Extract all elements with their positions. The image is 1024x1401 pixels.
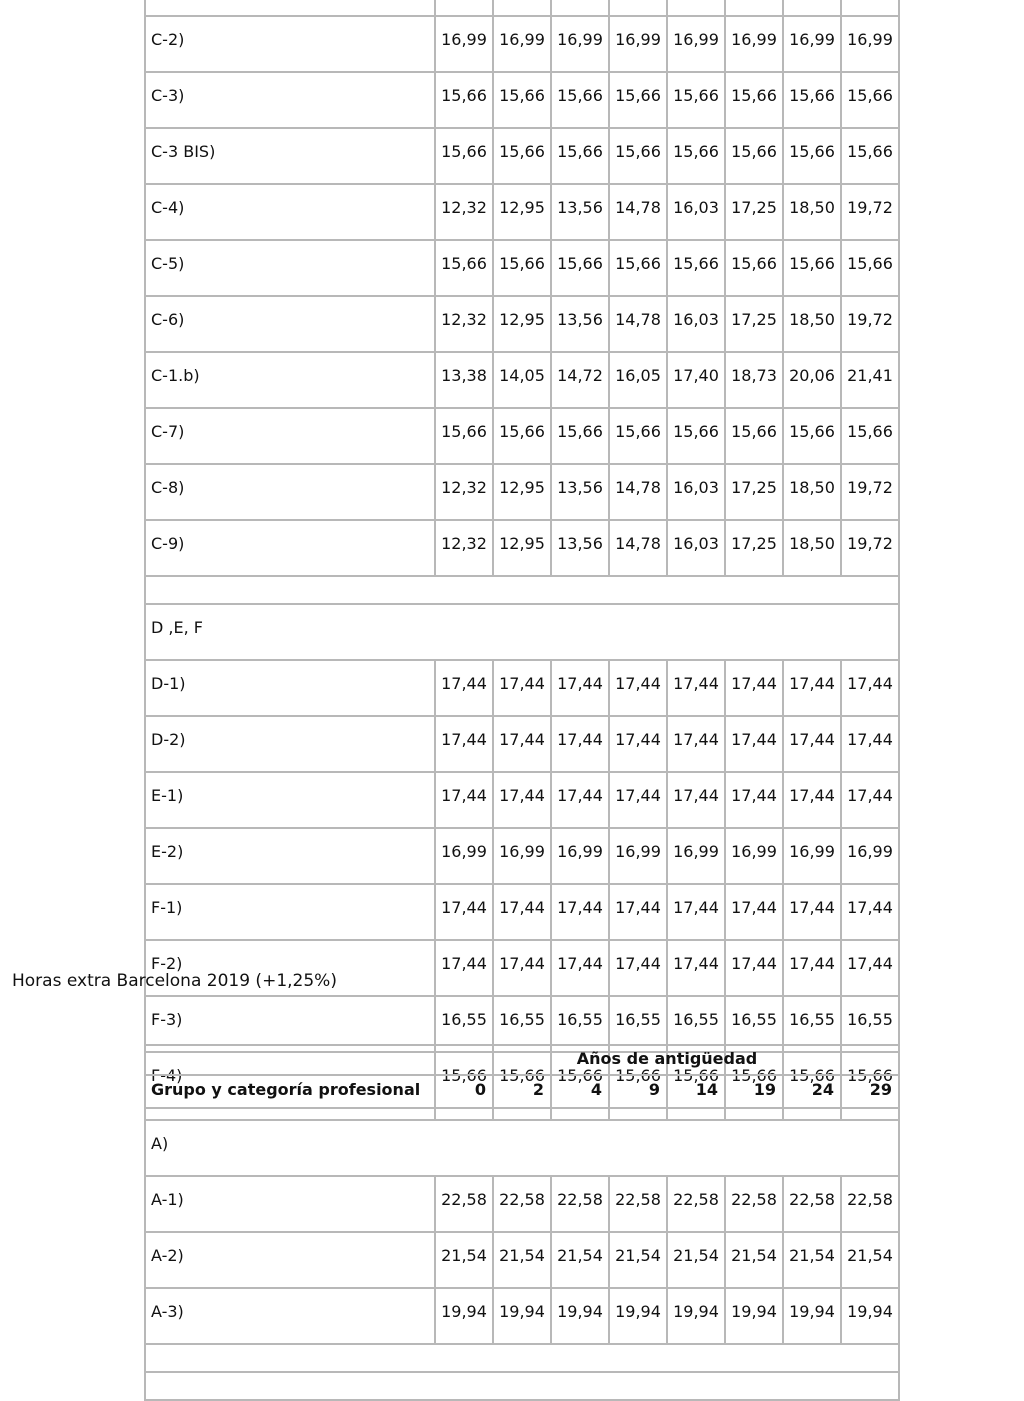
row-label: C-4) — [145, 184, 435, 240]
row-label: C-1.b) — [145, 352, 435, 408]
value-cell: 15,66 — [493, 408, 551, 464]
value-cell: 17,44 — [841, 660, 899, 716]
row-label: C-5) — [145, 240, 435, 296]
value-cell: 17,44 — [783, 772, 841, 828]
value-cell: 17,44 — [493, 772, 551, 828]
group-row — [145, 1120, 899, 1176]
table-row — [145, 184, 899, 240]
cropped-cell — [493, 0, 551, 16]
value-cell: 15,66 — [667, 72, 725, 128]
value-cell: 16,55 — [783, 996, 841, 1052]
value-cell: 12,95 — [493, 296, 551, 352]
hours-table-continued — [144, 0, 900, 1109]
table-row — [145, 772, 899, 828]
header-year-24: 24 — [783, 1075, 841, 1120]
value-cell: 15,66 — [609, 72, 667, 128]
value-cell: 16,03 — [667, 464, 725, 520]
spacer-cell — [145, 1344, 899, 1372]
value-cell: 17,44 — [667, 940, 725, 996]
spacer-row — [145, 1372, 899, 1400]
value-cell: 19,94 — [783, 1288, 841, 1344]
value-cell: 19,72 — [841, 520, 899, 576]
value-cell: 16,55 — [551, 996, 609, 1052]
value-cell: 15,66 — [783, 72, 841, 128]
value-cell: 15,66 — [435, 128, 493, 184]
value-cell: 22,58 — [435, 1176, 493, 1232]
value-cell: 19,94 — [435, 1288, 493, 1344]
value-cell: 13,56 — [551, 184, 609, 240]
row-label: A-2) — [145, 1232, 435, 1288]
cropped-cell — [841, 0, 899, 16]
value-cell: 17,44 — [609, 772, 667, 828]
row-label: E-1) — [145, 772, 435, 828]
cropped-cell — [145, 0, 435, 16]
spacer-row — [145, 1344, 899, 1372]
value-cell: 12,32 — [435, 184, 493, 240]
value-cell: 15,66 — [783, 1052, 841, 1108]
header-year-14: 14 — [667, 1075, 725, 1120]
row-label: A-1) — [145, 1176, 435, 1232]
cropped-cell — [725, 0, 783, 16]
table-row — [145, 16, 899, 72]
value-cell: 16,99 — [493, 828, 551, 884]
value-cell: 15,66 — [667, 1052, 725, 1108]
value-cell: 15,66 — [667, 240, 725, 296]
value-cell: 12,32 — [435, 520, 493, 576]
value-cell: 17,44 — [609, 716, 667, 772]
value-cell: 13,56 — [551, 464, 609, 520]
value-cell: 16,03 — [667, 184, 725, 240]
row-label: C-9) — [145, 520, 435, 576]
value-cell: 15,66 — [609, 128, 667, 184]
value-cell: 21,54 — [783, 1232, 841, 1288]
row-label: C-3) — [145, 72, 435, 128]
value-cell: 13,38 — [435, 352, 493, 408]
value-cell: 16,99 — [841, 828, 899, 884]
value-cell: 15,66 — [609, 240, 667, 296]
value-cell: 17,44 — [493, 940, 551, 996]
value-cell: 18,50 — [783, 520, 841, 576]
value-cell: 17,44 — [667, 716, 725, 772]
table-row — [145, 884, 899, 940]
table-row — [145, 828, 899, 884]
value-cell: 17,44 — [493, 884, 551, 940]
value-cell: 15,66 — [435, 72, 493, 128]
value-cell: 20,06 — [783, 352, 841, 408]
value-cell: 22,58 — [783, 1176, 841, 1232]
row-label: F-2) — [145, 940, 435, 996]
value-cell: 12,32 — [435, 296, 493, 352]
value-cell: 15,66 — [783, 240, 841, 296]
table-row — [145, 1288, 899, 1344]
value-cell: 17,44 — [551, 884, 609, 940]
row-label: C-2) — [145, 16, 435, 72]
value-cell: 17,44 — [667, 660, 725, 716]
value-cell: 15,66 — [725, 72, 783, 128]
value-cell: 19,94 — [609, 1288, 667, 1344]
value-cell: 17,44 — [841, 772, 899, 828]
overtime-barcelona-2019-table — [144, 1044, 900, 1401]
row-label: C-6) — [145, 296, 435, 352]
cropped-cell — [435, 0, 493, 16]
header-year-9: 9 — [609, 1075, 667, 1120]
value-cell: 17,44 — [841, 716, 899, 772]
value-cell: 14,78 — [609, 184, 667, 240]
value-cell: 17,40 — [667, 352, 725, 408]
value-cell: 22,58 — [609, 1176, 667, 1232]
value-cell: 16,99 — [667, 828, 725, 884]
value-cell: 16,03 — [667, 296, 725, 352]
header-empty-cell — [145, 1045, 435, 1075]
cropped-cell — [783, 0, 841, 16]
table-row — [145, 716, 899, 772]
value-cell: 17,25 — [725, 464, 783, 520]
value-cell: 15,66 — [609, 408, 667, 464]
row-label: C-8) — [145, 464, 435, 520]
value-cell: 15,66 — [435, 1052, 493, 1108]
value-cell: 16,99 — [551, 828, 609, 884]
value-cell: 22,58 — [725, 1176, 783, 1232]
value-cell: 17,44 — [667, 772, 725, 828]
value-cell: 22,58 — [493, 1176, 551, 1232]
value-cell: 16,99 — [551, 16, 609, 72]
table-header-row — [145, 1075, 899, 1120]
cropped-cell — [667, 0, 725, 16]
value-cell: 19,72 — [841, 464, 899, 520]
value-cell: 15,66 — [493, 72, 551, 128]
value-cell: 21,54 — [841, 1232, 899, 1288]
value-cell: 12,95 — [493, 464, 551, 520]
value-cell: 17,44 — [435, 660, 493, 716]
value-cell: 17,44 — [609, 940, 667, 996]
value-cell: 15,66 — [841, 408, 899, 464]
spacer-cell — [145, 1372, 899, 1400]
value-cell: 12,95 — [493, 520, 551, 576]
value-cell: 19,72 — [841, 296, 899, 352]
table-row — [145, 352, 899, 408]
group-label: D ,E, F — [145, 604, 899, 660]
value-cell: 17,44 — [841, 884, 899, 940]
value-cell: 17,44 — [725, 940, 783, 996]
table-row — [145, 240, 899, 296]
value-cell: 15,66 — [667, 408, 725, 464]
value-cell: 19,94 — [667, 1288, 725, 1344]
value-cell: 17,44 — [667, 884, 725, 940]
value-cell: 17,44 — [435, 940, 493, 996]
value-cell: 15,66 — [551, 72, 609, 128]
value-cell: 16,99 — [435, 828, 493, 884]
value-cell: 15,66 — [725, 1052, 783, 1108]
value-cell: 16,55 — [435, 996, 493, 1052]
value-cell: 16,55 — [841, 996, 899, 1052]
table-header-row — [145, 1045, 899, 1075]
value-cell: 15,66 — [435, 408, 493, 464]
spacer-row — [145, 576, 899, 604]
value-cell: 15,66 — [783, 128, 841, 184]
value-cell: 16,99 — [725, 828, 783, 884]
value-cell: 15,66 — [841, 128, 899, 184]
value-cell: 19,94 — [725, 1288, 783, 1344]
value-cell: 16,99 — [435, 16, 493, 72]
value-cell: 22,58 — [667, 1176, 725, 1232]
value-cell: 17,44 — [551, 940, 609, 996]
value-cell: 16,05 — [609, 352, 667, 408]
value-cell: 15,66 — [551, 408, 609, 464]
value-cell: 13,56 — [551, 520, 609, 576]
row-label: F-3) — [145, 996, 435, 1052]
spacer-cell — [145, 576, 899, 604]
value-cell: 18,50 — [783, 296, 841, 352]
group-row — [145, 604, 899, 660]
value-cell: 15,66 — [493, 128, 551, 184]
value-cell: 16,99 — [493, 16, 551, 72]
value-cell: 16,03 — [667, 520, 725, 576]
value-cell: 16,99 — [783, 828, 841, 884]
value-cell: 17,44 — [841, 940, 899, 996]
table-row — [145, 408, 899, 464]
value-cell: 14,78 — [609, 520, 667, 576]
table-row — [145, 660, 899, 716]
table-row — [145, 0, 899, 16]
value-cell: 18,73 — [725, 352, 783, 408]
value-cell: 16,55 — [493, 996, 551, 1052]
table-row — [145, 296, 899, 352]
header-year-0: 0 — [435, 1075, 493, 1120]
header-year-2: 2 — [493, 1075, 551, 1120]
value-cell: 21,54 — [551, 1232, 609, 1288]
value-cell: 15,66 — [841, 72, 899, 128]
row-label: A-3) — [145, 1288, 435, 1344]
value-cell: 21,54 — [493, 1232, 551, 1288]
value-cell: 17,44 — [783, 716, 841, 772]
value-cell: 21,54 — [725, 1232, 783, 1288]
row-label: C-3 BIS) — [145, 128, 435, 184]
table-row — [145, 1232, 899, 1288]
value-cell: 14,72 — [551, 352, 609, 408]
row-label: D-1) — [145, 660, 435, 716]
value-cell: 17,44 — [725, 884, 783, 940]
value-cell: 17,44 — [725, 660, 783, 716]
section-title: Horas extra Barcelona 2019 (+1,25%) — [12, 971, 337, 991]
value-cell: 16,99 — [609, 16, 667, 72]
table-row — [145, 72, 899, 128]
value-cell: 15,66 — [551, 240, 609, 296]
value-cell: 15,66 — [725, 408, 783, 464]
value-cell: 15,66 — [551, 1052, 609, 1108]
value-cell: 17,44 — [435, 772, 493, 828]
value-cell: 15,66 — [841, 240, 899, 296]
value-cell: 15,66 — [841, 1052, 899, 1108]
row-label: F-4) — [145, 1052, 435, 1108]
value-cell: 16,99 — [609, 828, 667, 884]
value-cell: 22,58 — [551, 1176, 609, 1232]
value-cell: 17,44 — [435, 884, 493, 940]
value-cell: 14,78 — [609, 296, 667, 352]
row-label: C-7) — [145, 408, 435, 464]
header-year-4: 4 — [551, 1075, 609, 1120]
value-cell: 12,95 — [493, 184, 551, 240]
value-cell: 17,44 — [493, 660, 551, 716]
value-cell: 17,44 — [435, 716, 493, 772]
header-years: Años de antigüedad — [435, 1045, 899, 1075]
value-cell: 17,44 — [609, 884, 667, 940]
value-cell: 13,56 — [551, 296, 609, 352]
value-cell: 15,66 — [493, 240, 551, 296]
value-cell: 15,66 — [609, 1052, 667, 1108]
value-cell: 12,32 — [435, 464, 493, 520]
cropped-cell — [609, 0, 667, 16]
value-cell: 21,54 — [609, 1232, 667, 1288]
value-cell: 17,44 — [551, 716, 609, 772]
value-cell: 15,66 — [435, 240, 493, 296]
value-cell: 17,44 — [609, 660, 667, 716]
value-cell: 17,44 — [551, 772, 609, 828]
table-row — [145, 128, 899, 184]
value-cell: 16,55 — [725, 996, 783, 1052]
header-group: Grupo y categoría profesional — [145, 1075, 435, 1120]
table-row — [145, 1176, 899, 1232]
value-cell: 16,55 — [609, 996, 667, 1052]
value-cell: 17,44 — [783, 660, 841, 716]
value-cell: 16,99 — [667, 16, 725, 72]
value-cell: 17,25 — [725, 184, 783, 240]
value-cell: 19,94 — [551, 1288, 609, 1344]
value-cell: 15,66 — [493, 1052, 551, 1108]
table-row — [145, 464, 899, 520]
value-cell: 14,78 — [609, 464, 667, 520]
value-cell: 18,50 — [783, 464, 841, 520]
value-cell: 15,66 — [725, 240, 783, 296]
value-cell: 17,44 — [551, 660, 609, 716]
value-cell: 16,99 — [841, 16, 899, 72]
header-year-19: 19 — [725, 1075, 783, 1120]
value-cell: 21,54 — [667, 1232, 725, 1288]
value-cell: 17,25 — [725, 520, 783, 576]
row-label: F-1) — [145, 884, 435, 940]
value-cell: 17,44 — [783, 884, 841, 940]
value-cell: 14,05 — [493, 352, 551, 408]
value-cell: 18,50 — [783, 184, 841, 240]
value-cell: 22,58 — [841, 1176, 899, 1232]
value-cell: 15,66 — [667, 128, 725, 184]
value-cell: 15,66 — [783, 408, 841, 464]
row-label: E-2) — [145, 828, 435, 884]
cropped-cell — [551, 0, 609, 16]
value-cell: 17,44 — [783, 940, 841, 996]
value-cell: 16,99 — [725, 16, 783, 72]
value-cell: 15,66 — [551, 128, 609, 184]
group-label: A) — [145, 1120, 899, 1176]
value-cell: 17,44 — [493, 716, 551, 772]
value-cell: 19,94 — [841, 1288, 899, 1344]
value-cell: 17,44 — [725, 716, 783, 772]
header-year-29: 29 — [841, 1075, 899, 1120]
value-cell: 17,25 — [725, 296, 783, 352]
row-label: D-2) — [145, 716, 435, 772]
table-row — [145, 520, 899, 576]
value-cell: 16,55 — [667, 996, 725, 1052]
value-cell: 21,54 — [435, 1232, 493, 1288]
value-cell: 19,72 — [841, 184, 899, 240]
value-cell: 16,99 — [783, 16, 841, 72]
value-cell: 17,44 — [725, 772, 783, 828]
value-cell: 15,66 — [725, 128, 783, 184]
value-cell: 19,94 — [493, 1288, 551, 1344]
value-cell: 21,41 — [841, 352, 899, 408]
